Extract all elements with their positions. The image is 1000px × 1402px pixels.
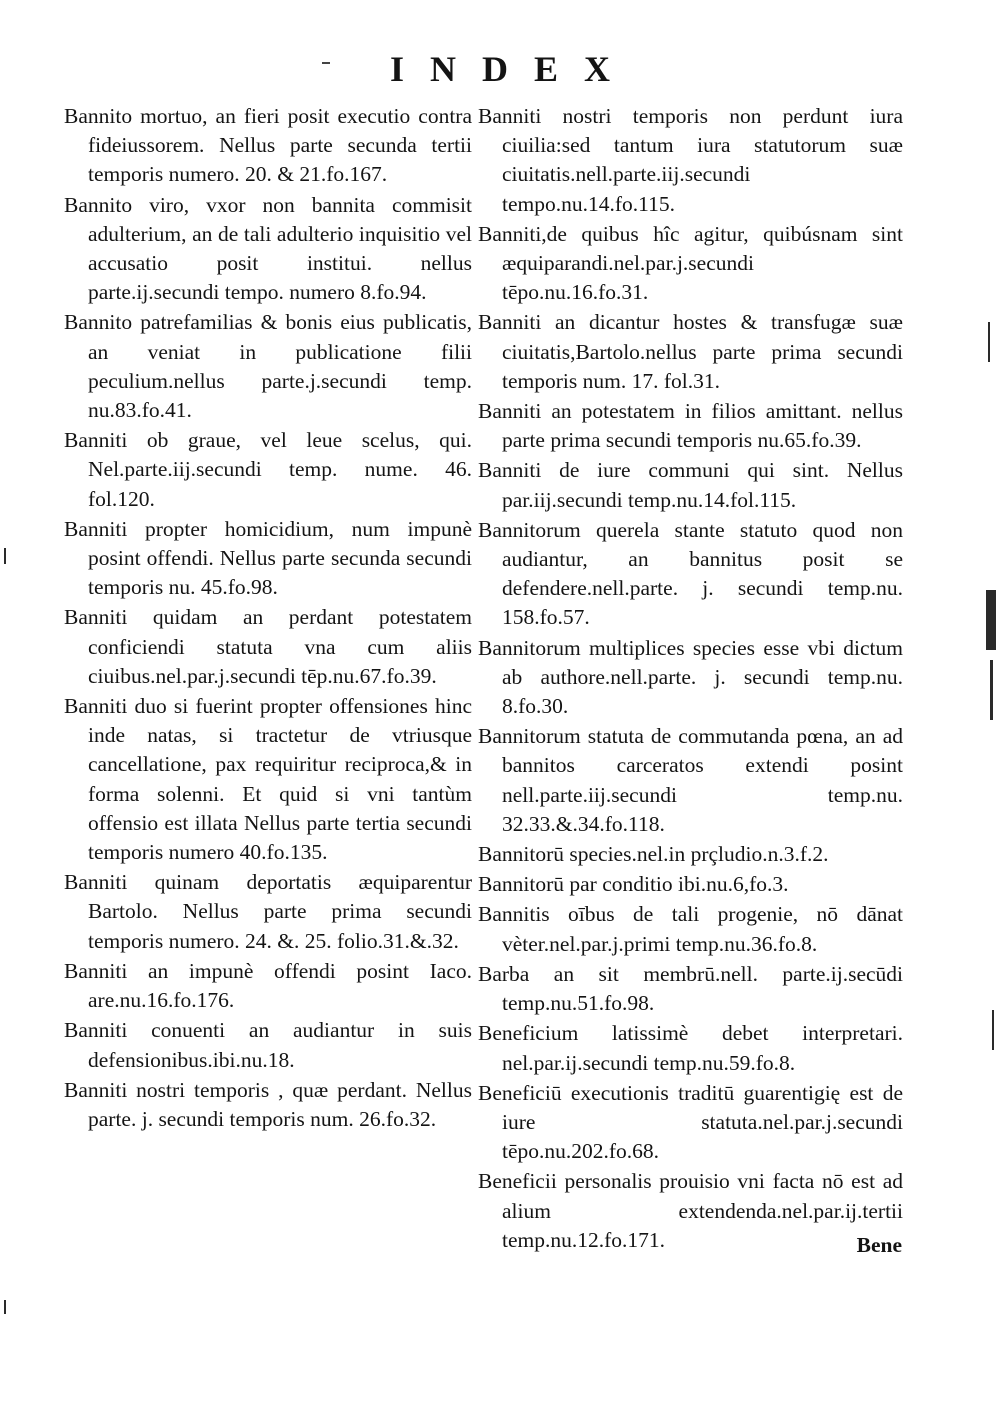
left-column [64,102,472,1135]
index-entry: Beneficiū executionis traditū guarentigię est de iure statuta.nel.par.j.secundi tēpo.nu.202.fo.68. [478,1080,903,1164]
scan-mark [986,590,996,650]
index-entry: Bannitorum multiplices species esse vbi dictum ab authore.nell.parte. j. secundi temp.nu. 8.fo.30. [478,635,903,719]
index-entry: Banniti de iure communi qui sint. Nellus par.iij.secundi temp.nu.14.fol.115. [478,458,903,512]
scan-mark [4,548,6,564]
index-entry: Banniti nostri temporis non perdunt iura ciuilia:sed tantum iura statutorum suæ ciuitatis.nell.parte.iij.secundi tempo.nu.14.fo.115. [478,104,903,216]
index-entry: Banniti conuenti an audiantur in suis defensionibus.ibi.nu.18. [64,1018,472,1072]
index-entry: Banniti quinam deportatis æquiparentur Bartolo. Nellus parte prima secundi temporis numero. 24. &. 25. folio.31.&.32. [64,870,472,953]
index-entry: Bannito viro, vxor non bannita commisit adulterium, an de tali adulterio inquisitio vel accusatio posit institui. nellus parte.ij.secundi tempo. numero 8.fo.94. [64,192,472,305]
index-entry: Bannitorū species.nel.in prçludio.n.3.f.2. [478,842,829,867]
index-entry: Banniti an impunè offendi posint Iaco. are.nu.16.fo.176. [64,958,472,1013]
index-entry: Banniti propter homicidium, num impunè posint offendi. Nellus parte secunda secundi temporis nu. 45.fo.98. [64,516,472,600]
index-entry: Bannitis oībus de tali progenie, nō dānat vèter.nel.par.j.primi temp.nu.36.fo.8. [478,902,903,956]
index-entry: Bannito mortuo, an fieri posit executio contra fideiussorem. Nellus parte secunda tertii temporis numero. 20. & 21.fo.167. [64,104,472,187]
index-entry: Banniti duo si fuerint propter offensiones hinc inde natas, si tractetur de vtriusque cancellatione, pax requiritur reciproca,& in forma solenni. Et quid si vni tantùm offensio est illata Nellus parte tertia secundi temporis numero 40.fo.135. [64,694,472,865]
index-entry: Banniti,de quibus hîc agitur, quibúsnam sint æquiparandi.nel.par.j.secundi tēpo.nu.16.fo.31. [478,221,903,305]
index-entry: Beneficium latissimè debet interpretari. nel.par.ij.secundi temp.nu.59.fo.8. [478,1021,903,1075]
index-entry: Bannitorū par conditio ibi.nu.6,fo.3. [478,872,789,897]
scan-mark [992,1010,994,1050]
index-entry: Bannitorum statuta de commutanda pœna, an ad bannitos carceratos extendi posint nell.parte.iij.secundi temp.nu. 32.33.&.34.fo.118. [478,724,903,836]
page-title: INDEX [389,49,636,89]
index-entry: Bannito patrefamilias & bonis eius publicatis, an veniat in publicatione filii peculium.nellus parte.j.secundi temp. nu.83.fo.41. [64,310,472,423]
index-entry: Banniti quidam an perdant potestatem conficiendi statuta vna cum aliis ciuibus.nel.par.j.secundi tēp.nu.67.fo.39. [64,605,472,688]
index-entry: Barba an sit membrū.nell. parte.ij.secūdi temp.nu.51.fo.98. [478,961,903,1016]
index-entry: Banniti an dicantur hostes & transfugæ suæ ciuitatis,Bartolo.nellus parte prima secundi temporis num. 17. fol.31. [478,310,903,393]
right-column [478,102,903,1256]
index-entry: Banniti nostri temporis , quæ perdant. Nellus parte. j. secundi temporis num. 26.fo.32. [64,1077,472,1131]
index-entry: Banniti an potestatem in filios amittant. nellus parte prima secundi temporis nu.65.fo.39. [478,399,903,453]
catchword: Bene [856,1233,902,1257]
scan-mark [988,322,990,362]
scan-mark [990,660,993,720]
index-entry: Bannitorum querela stante statuto quod non audiantur, an bannitus posit se defendere.nell.parte. j. secundi temp.nu. 158.fo.57. [478,517,903,630]
index-entry: Banniti ob graue, vel leue scelus, qui. Nel.parte.iij.secundi temp. nume. 46. fol.120. [64,428,472,511]
index-entry: Beneficii personalis prouisio vni facta nō est ad alium extendenda.nel.par.ij.tertii temp.nu.12.fo.171. [478,1169,903,1252]
scan-mark [4,1300,6,1314]
